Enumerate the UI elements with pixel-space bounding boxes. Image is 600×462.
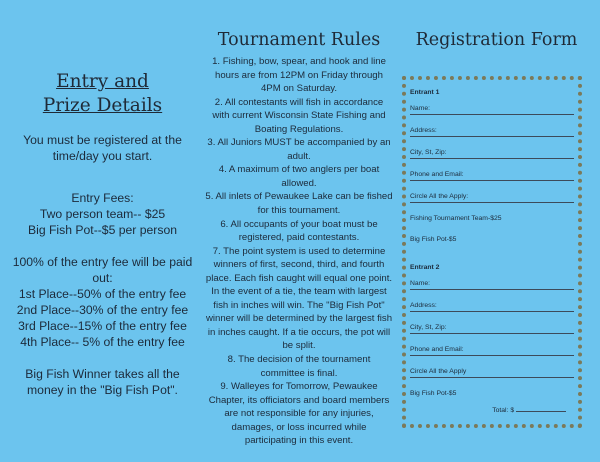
entry-prize-column bbox=[0, 0, 205, 462]
rules-title: Tournament Rules bbox=[217, 30, 381, 50]
registration-form bbox=[402, 76, 582, 428]
rule-item: 5. All inlets of Pewaukee Lake can be fished for this tournament. bbox=[205, 191, 393, 217]
place-2: 2nd Place--30% of the entry fee bbox=[16, 303, 189, 317]
payout-text: 100% of the entry fee will be paid out: bbox=[12, 255, 193, 285]
rule-item: 6. All occupants of your boat must be registered, paid contestants. bbox=[220, 218, 378, 244]
heading-line-2: Prize Details bbox=[42, 95, 163, 116]
entrant-1-heading: Entrant 1 bbox=[410, 89, 440, 96]
place-3: 3rd Place--15% of the entry fee bbox=[18, 319, 187, 333]
bigfish-winner-text: Big Fish Winner takes all the money in the "Big Fish Pot". bbox=[25, 367, 180, 397]
entrant-1-circle-label: Circle All the Apply: bbox=[410, 181, 574, 203]
rule-item: 3. All Juniors MUST be accompanied by an adult. bbox=[207, 137, 391, 162]
rules-column bbox=[205, 0, 393, 462]
entry-prize-heading bbox=[0, 70, 205, 118]
entrant-2-phone-field[interactable]: Phone and Email: bbox=[410, 334, 574, 356]
register-text: You must be registered at the time/day you start. bbox=[23, 133, 182, 163]
entrant-1-name-field[interactable]: Name: bbox=[410, 97, 574, 115]
registration-title: Registration Form bbox=[415, 30, 578, 50]
rules-list bbox=[205, 55, 393, 448]
entrant-1-city-field[interactable]: City, St, Zip: bbox=[410, 137, 574, 159]
entrant-2-heading: Entrant 2 bbox=[410, 264, 440, 271]
rule-item: 1. Fishing, bow, spear, and hook and line hours are from 12PM on Friday through 4PM on Saturday. bbox=[212, 56, 386, 95]
rule-item: 8. The decision of the tournament committee is final. bbox=[227, 354, 371, 379]
entrant-2-name-field[interactable]: Name: bbox=[410, 272, 574, 290]
total-label: Total: $ bbox=[492, 407, 515, 414]
rule-item: 4. A maximum of two anglers per boat allowed. bbox=[218, 164, 380, 189]
fees-label: Entry Fees: bbox=[71, 191, 134, 205]
entrant-2-address-field[interactable]: Address: bbox=[410, 290, 574, 312]
entrant-2-circle-label: Circle All the Apply bbox=[410, 356, 574, 378]
rule-item: 9. Walleyes for Tomorrow, Pewaukee Chapter, its officiators and board members are not responsible for any injuries, damages, or loss incurred while participating in this event. bbox=[208, 381, 390, 447]
entrant-1-address-field[interactable]: Address: bbox=[410, 115, 574, 137]
heading-line-1: Entry and bbox=[56, 71, 149, 92]
total-field[interactable] bbox=[410, 398, 574, 415]
rule-item: 7. The point system is used to determine winners of first, second, third, and fourth place. Each fish caught will equal one point. In the event of a tie, the team with largest fish in inches will win. The "Big Fish Pot" winner will be determined by the largest fish in inches caught. If a tie occurs, the pot will be split. bbox=[205, 245, 393, 352]
entrant-1-phone-field[interactable]: Phone and Email: bbox=[410, 159, 574, 181]
entrant-2-option-pot[interactable]: Big Fish Pot-$5 bbox=[410, 390, 457, 397]
fee-bigfish: Big Fish Pot--$5 per person bbox=[27, 223, 178, 237]
place-1: 1st Place--50% of the entry fee bbox=[18, 287, 187, 301]
total-line bbox=[516, 411, 566, 412]
entrant-1-option-pot[interactable]: Big Fish Pot-$5 bbox=[410, 236, 457, 243]
fee-team: Two person team-- $25 bbox=[39, 207, 166, 221]
rule-item: 2. All contestants will fish in accordance with current Wisconsin State Fishing and Boating Regulations. bbox=[212, 96, 386, 135]
place-4: 4th Place-- 5% of the entry fee bbox=[20, 335, 185, 349]
entrant-2-city-field[interactable]: City, St, Zip: bbox=[410, 312, 574, 334]
registration-column bbox=[393, 0, 600, 462]
entrant-1-option-team[interactable]: Fishing Tournament Team-$25 bbox=[410, 215, 502, 222]
